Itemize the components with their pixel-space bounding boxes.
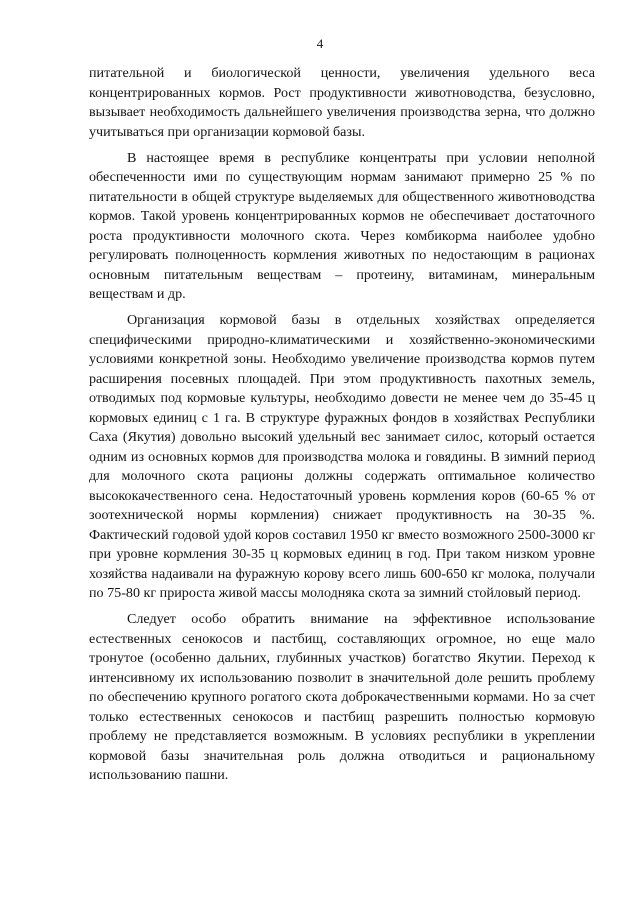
paragraph-concentrates: В настоящее время в республике концентраты при условии неполной обеспеченности ими по существующим нормам занимают примерно 25 % по питательности в общей структуре выделяемых для общественного животноводства кормов. Такой уровень концентрированных кормов не обеспечивает достаточного роста продуктивности молочного скота. Через комбикорма наиболее удобно регулировать полноценность кормления животных по недостающим в рационах основным питательным веществам – протеину, витаминам, минеральным веществам и др. <box>89 149 595 302</box>
paragraph-feed-base-organization: Организация кормовой базы в отдельных хозяйствах определяется специфическими природно-климатическими и хозяйственно-экономическими условиями конкретной зоны. Необходимо увеличение производства кормов путем расширения посевных площадей. При этом продуктивность пахотных земель, отводимых под кормовые культуры, необходимо довести не менее чем до 35-45 ц кормовых единиц с 1 га. В структуре фуражных фондов в хозяйствах Республики Саха (Якутия) довольно высокий удельный вес занимает силос, который остается одним из основных кормов для производства молока и говядины. В зимний период для молочного скота рационы должны содержать оптимальное количество высококачественного сена. Недостаточный уровень кормления коров (60-65 % от зоотехнической нормы кормления) снижает продуктивность на 30-35 %. Фактический годовой удой коров составил 1950 кг вместо возможного 2500-3000 кг при уровне кормления 30-35 ц кормовых единиц в год. При таком низком уровне хозяйства надаивали на фуражную корову всего лишь 600-650 кг молока, получали по 75-80 кг прироста живой массы молодняка скота за зимний стойловый период. <box>89 312 595 601</box>
paragraph-natural-hayfields: Следует особо обратить внимание на эффективное использование естественных сенокосов и пастбищ, составляющих огромное, но еще мало тронутое (особенно дальних, глубинных участков) богатство Якутии. Переход к интенсивному их использованию позволит в значительной доле решить проблему по обеспечению крупного рогатого скота доброкачественными кормами. Но за счет только естественных сенокосов и пастбищ разрешить полностью кормовую проблему не представляется возможным. В условиях республики в укреплении кормовой базы значительная роль должна отводиться и рациональному использованию пашни. <box>89 611 595 783</box>
document-body <box>89 64 595 786</box>
paragraph-continuation: питательной и биологической ценности, увеличения удельного веса концентрированных кормов. Рост продуктивности животноводства, безусловно, вызывает необходимость дальнейшего увеличения производства зерна, что должно учитываться при организации кормовой базы. <box>89 65 595 140</box>
page-number: 4 <box>316 36 324 51</box>
